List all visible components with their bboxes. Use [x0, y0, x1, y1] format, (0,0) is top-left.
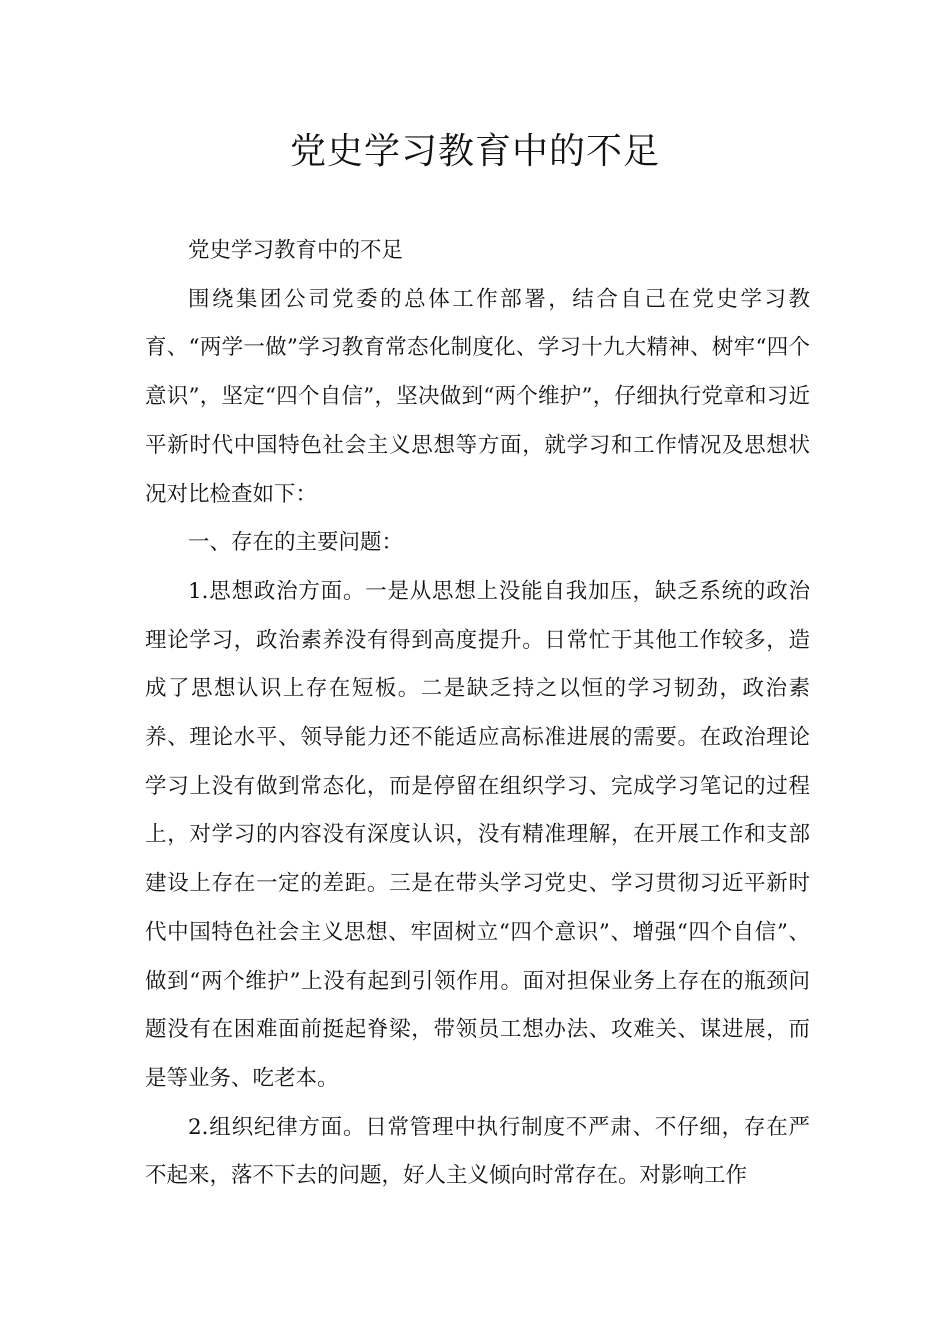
document-body	[145, 227, 810, 1201]
discipline-paragraph: 2.组织纪律方面。日常管理中执行制度不严肃、不仔细，存在严不起来，落不下去的问题，好人主义倾向时常存在。对影响工作	[145, 1114, 810, 1189]
intro-paragraph: 围绕集团公司党委的总体工作部署，结合自己在党史学习教育、“两学一做”学习教育常态化制度化、学习十九大精神、树牢“四个意识”，坚定“四个自信”，坚决做到“两个维护”，仔细执行党章和习近平新时代中国特色社会主义思想等方面，就学习和工作情况及思想状况对比检查如下：	[145, 286, 810, 507]
document-title: 党史学习教育中的不足	[289, 131, 660, 172]
section-heading: 一、存在的主要问题：	[188, 530, 404, 556]
political-thought-paragraph: 1.思想政治方面。一是从思想上没能自我加压，缺乏系统的政治理论学习，政治素养没有得到高度提升。日常忙于其他工作较多，造成了思想认识上存在短板。二是缺乏持之以恒的学习韧劲，政治素养、理论水平、领导能力还不能适应高标准进展的需要。在政治理论学习上没有做到常态化，而是停留在组织学习、完成学习笔记的过程上，对学习的内容没有深度认识，没有精准理解，在开展工作和支部建设上存在一定的差距。三是在带头学习党史、学习贯彻习近平新时代中国特色社会主义思想、牢固树立“四个意识”、增强“四个自信”、做到“两个维护”上没有起到引领作用。面对担保业务上存在的瓶颈问题没有在困难面前挺起脊梁，带领员工想办法、攻难关、谋进展，而是等业务、吃老本。	[145, 578, 810, 1091]
subtitle-paragraph: 党史学习教育中的不足	[188, 238, 404, 263]
